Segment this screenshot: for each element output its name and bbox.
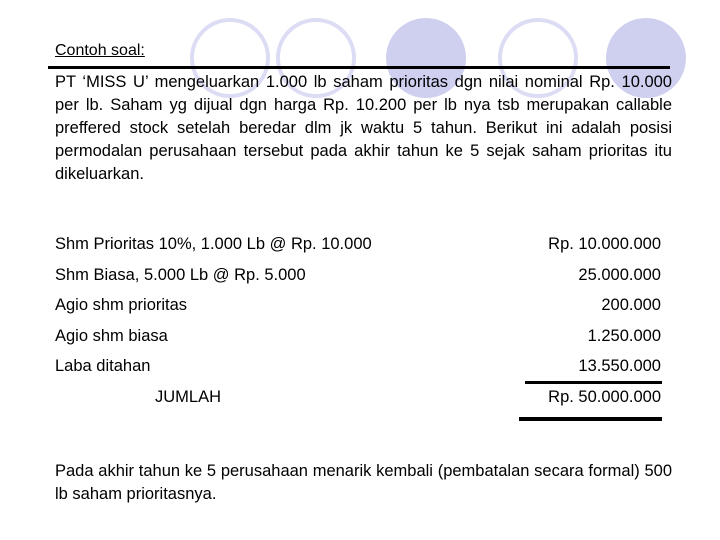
row-amount: 1.250.000 — [587, 326, 661, 345]
table-row — [55, 290, 667, 321]
total-row — [55, 382, 667, 413]
row-label: Laba ditahan — [55, 357, 151, 376]
table-row — [55, 229, 667, 260]
row-amount: 200.000 — [601, 296, 661, 315]
row-label: Shm Prioritas 10%, 1.000 Lb @ Rp. 10.000 — [55, 235, 372, 253]
row-label: Shm Biasa, 5.000 Lb @ Rp. 5.000 — [55, 265, 306, 284]
table-row — [55, 260, 667, 291]
problem-statement: PT ‘MISS U’ mengeluarkan 1.000 lb saham prioritas dgn nilai nominal Rp. 10.000 per lb. Saham yg dijual dgn harga Rp. 10.200 per lb nya tsb merupakan callable preffered stock setelah beredar dlm jk waktu 5 tahun. Berikut ini adalah posisi permodalan perusahaan tersebut pada akhir tahun ke 5 sejak saham prioritas itu dikeluarkan. — [55, 73, 672, 183]
example-heading: Contoh soal: — [55, 42, 145, 59]
subtotal-underline — [525, 381, 662, 384]
header-divider — [48, 66, 670, 69]
total-label: JUMLAH — [155, 387, 222, 406]
row-label: Agio shm prioritas — [55, 296, 188, 315]
total-amount: Rp. 50.000.000 — [548, 387, 661, 406]
row-amount: 25.000.000 — [578, 265, 661, 284]
table-row — [55, 351, 667, 382]
row-amount: 13.550.000 — [578, 357, 661, 376]
row-label: Agio shm biasa — [55, 326, 168, 345]
row-amount: Rp. 10.000.000 — [548, 235, 661, 253]
total-underline — [519, 417, 662, 421]
equity-table — [55, 229, 667, 413]
table-row — [55, 321, 667, 352]
closing-statement: Pada akhir tahun ke 5 perusahaan menarik kembali (pembatalan secara formal) 500 lb saham prioritasnya. — [55, 462, 672, 503]
